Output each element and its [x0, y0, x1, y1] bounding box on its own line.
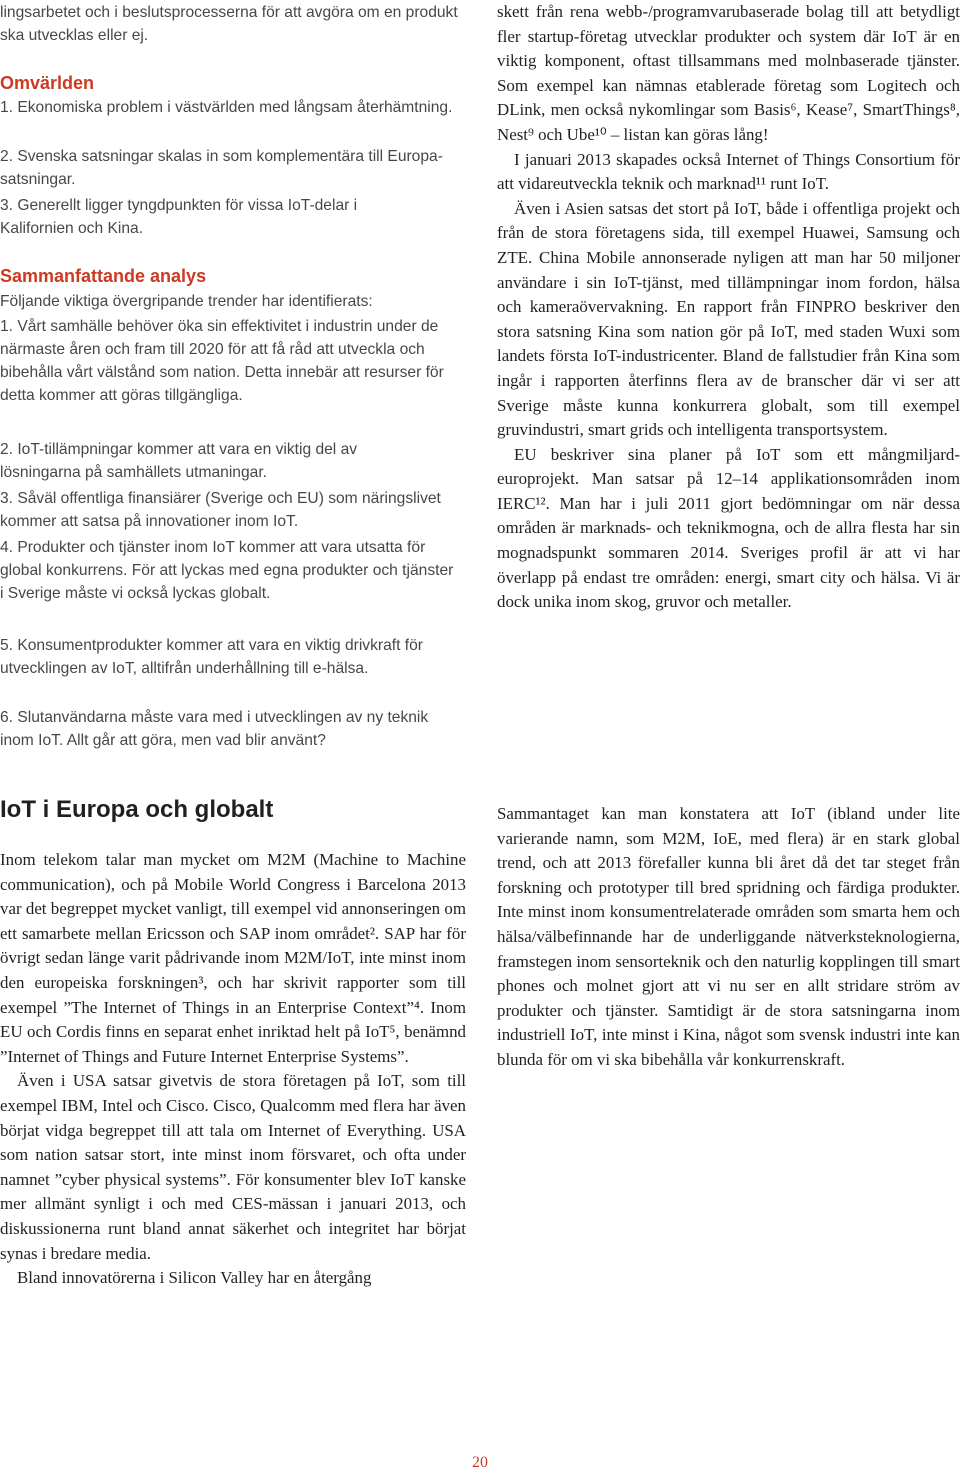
right-body-lower [497, 802, 960, 1073]
body-paragraph: Inom telekom talar man mycket om M2M (Machine to Machine communication), och på Mobile World Congress i Barcelona 2013 var det begreppet mycket vanligt, till exempel vid annonseringen om ett samarbete mellan Ericsson och SAP inom området². SAP har för övrigt sedan länge varit pådrivande inom M2M/IoT, inte minst inom den europeiska forskningen³, och har skrivit rapporter som till exempel ”The Internet of Things in an Enterprise Context”⁴. Inom EU och Cordis finns en separat enhet inriktad helt på IoT⁵, benämnd ”Internet of Things and Future Internet Enterprise Systems”. [0, 850, 466, 1066]
body-paragraph: Även i USA satsar givetvis de stora företagen på IoT, som till exempel IBM, Intel och Cisco. Cisco, Qualcomm med flera har även börjat vidga begreppet till att tala om Internet of Everything. USA som nation satsar stort, inte minst inom försvaret, och ofta under namnet ”cyber physical systems”. För konsumenter blev IoT kanske mer allmänt synligt i och med CES-mässan i januari 2013, och diskussionerna runt bland annat säkerhet och integritet har börjat synas i bredare media. [0, 1071, 466, 1263]
body-paragraph: Bland innovatörerna i Silicon Valley har en återgång [17, 1268, 372, 1288]
analys-intro: Följande viktiga övergripande trender har identifierats: [0, 293, 373, 310]
analys-item: 2. IoT-tillämpningar kommer att vara en viktig del av lösningarna på samhällets utmaningar. [0, 441, 358, 481]
body-paragraph: skett från rena webb-/programvarubaserade bolag till att betydligt fler startup-företag utvecklar produkter och system där IoT är en viktig komponent, oftast tillsammans med molnbaserade tjänster. Som exempel kan nämnas etablerade företag som Logitech och DLink, men också nykomlingar som Basis⁶, Kease⁷, SmartThings⁸, Nest⁹ och Ube¹⁰ – listan kan göras lång! [497, 2, 960, 144]
omvarlden-item: 1. Ekonomiska problem i västvärlden med långsam återhämtning. [0, 99, 453, 116]
body-paragraph: I januari 2013 skapades också Internet of Things Consortium för att vidareutveckla teknik och marknad¹¹ runt IoT. [497, 149, 960, 194]
section-body [0, 848, 466, 1291]
section-title: IoT i Europa och globalt [0, 796, 274, 823]
omvarlden-item: 3. Generellt ligger tyngdpunkten för vissa IoT-delar i Kalifornien och Kina. [0, 197, 358, 237]
page-number: 20 [472, 1454, 488, 1471]
omvarlden-heading: Omvärlden [0, 73, 95, 93]
analys-item: 3. Såväl offentliga finansiärer (Sverige och EU) som näringslivet kommer att satsa på innovationer inom IoT. [0, 490, 441, 530]
analys-heading: Sammanfattande analys [0, 266, 207, 286]
omvarlden-item: 2. Svenska satsningar skalas in som komplementära till Europa-satsningar. [0, 148, 443, 188]
body-paragraph: Även i Asien satsas det stort på IoT, både i offentliga projekt och från de stora företagens sida, till exempel Huawei, Samsung och ZTE. China Mobile annonserade nyligen att man har 50 miljoner användare i sin IoT-tjänst, med tillämpningar inom fordon, hälsa och kameraövervakning. En rapport från FINPRO beskriver den stora satsning Kina som nation gör på IoT, med staden Wuxi som landets första IoT-industricenter. Bland de fallstudier från Kina som ingår i rapporten återfinns flera av de branscher där vi ser att Sverige måste kunna konkurrera globalt, som till exempel gruvindustri, smart grids och intelligenta transportsystem. [497, 198, 960, 440]
right-body-upper [497, 0, 960, 615]
body-paragraph: Sammantaget kan man konstatera att IoT (ibland under lite varierande namn, som M2M, IoE, med flera) är en stark global trend, och att 2013 förefaller kunna bli året då det tar steget från forskning och prototyper till bred spridning och färdiga produkter. Inte minst inom konsumentrelaterade områden som smarta hem och hälsa/välbefinnande har de underliggande nätverksteknologierna, framstegen inom sensorteknik och den naturlig kopplingen till smart phones och molnet gjort att vi nu ser en allt stridare ström av produkter och tjänster. Samtidigt är de stora satsningarna inom industriell IoT, inte minst i Kina, något som svensk industri inte kan blunda för om vi ska bibehålla vår konkurrenskraft. [497, 804, 960, 1069]
analys-item: 5. Konsumentprodukter kommer att vara en viktig drivkraft för utvecklingen av IoT, alltifrån underhållning till e-hälsa. [0, 637, 423, 677]
analys-item: 6. Slutanvändarna måste vara med i utvecklingen av ny teknik inom IoT. Allt går att göra, men vad blir använt? [0, 709, 429, 749]
top-fragment: lingsarbetet och i beslutsprocesserna för att avgöra om en produkt ska utvecklas eller ej. [0, 4, 458, 44]
analys-item: 4. Produkter och tjänster inom IoT kommer att vara utsatta för global konkurrens. För att lyckas med egna produkter och tjänster i Sverige måste vi också lyckas globalt. [0, 539, 454, 602]
body-paragraph: EU beskriver sina planer på IoT som ett mångmiljard-europrojekt. Man satsar på 12–14 applikationsområden inom IERC¹². Man har i juli 2011 gjort bedömningar om när dessa områden är marknads- och teknikmogna, och de allra flesta har sin mognadspunkt sommaren 2014. Sveriges profil är att vi har överlapp på endast tre områden: energi, smart city och hälsa. Vi är dock unika inom skog, gruvor och metaller. [497, 444, 960, 612]
analys-item: 1. Vårt samhälle behöver öka sin effektivitet i industrin under de närmaste åren och fram till 2020 för att få råd att utveckla och bibehålla vårt välstånd som nation. Detta innebär att resurser för detta kommer att göras tillgängliga. [0, 318, 444, 404]
page-number-container [0, 1454, 960, 1472]
